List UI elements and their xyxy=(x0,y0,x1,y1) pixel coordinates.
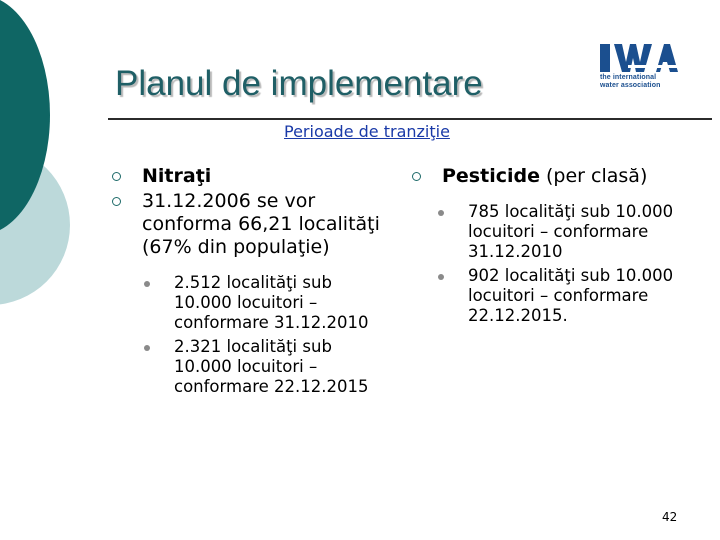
list-item-text: 785 localităţi sub 10.000 locuitori – conformare 31.12.2010 xyxy=(468,202,674,261)
right-column xyxy=(412,165,712,326)
list-item-text: 902 localităţi sub 10.000 locuitori – conformare 22.12.2015. xyxy=(468,266,674,325)
list-item xyxy=(174,273,382,333)
decorative-background-shapes xyxy=(0,0,110,540)
bullet-suffix: (per clasă) xyxy=(539,165,648,187)
dot-bullet-icon xyxy=(144,345,150,351)
page-number: 42 xyxy=(662,510,678,524)
bullet-pesticide xyxy=(412,165,712,188)
iwa-tagline xyxy=(600,74,684,90)
hollow-circle-bullet-icon xyxy=(112,172,121,181)
slide-title: Planul de implementare xyxy=(115,64,483,103)
iwa-tagline-line: water association xyxy=(600,82,661,89)
title-divider xyxy=(108,118,712,120)
list-item xyxy=(468,266,712,326)
dot-bullet-icon xyxy=(438,274,444,280)
hollow-circle-bullet-icon xyxy=(112,197,121,206)
bullet-label: Pesticide xyxy=(442,165,540,187)
bullet-label: Nitraţi xyxy=(142,165,212,187)
dot-bullet-icon xyxy=(438,210,444,216)
list-item xyxy=(174,337,382,397)
hollow-circle-bullet-icon xyxy=(412,172,421,181)
bullet-nitrati xyxy=(112,165,382,188)
list-item xyxy=(468,202,712,262)
iwa-tagline-line: the international xyxy=(600,74,657,81)
bullet-deadline xyxy=(112,190,382,259)
list-item-text: 2.321 localităţi sub 10.000 locuitori – conformare 22.12.2015 xyxy=(174,337,369,396)
dot-bullet-icon xyxy=(144,281,150,287)
bullet-label: 31.12.2006 se vor conforma 66,21 localităţi (67% din populaţie) xyxy=(142,190,380,258)
left-column xyxy=(112,165,382,397)
list-item-text: 2.512 localităţi sub 10.000 locuitori – conformare 31.12.2010 xyxy=(174,273,369,332)
slide-subtitle: Perioade de tranziţie xyxy=(284,122,450,141)
